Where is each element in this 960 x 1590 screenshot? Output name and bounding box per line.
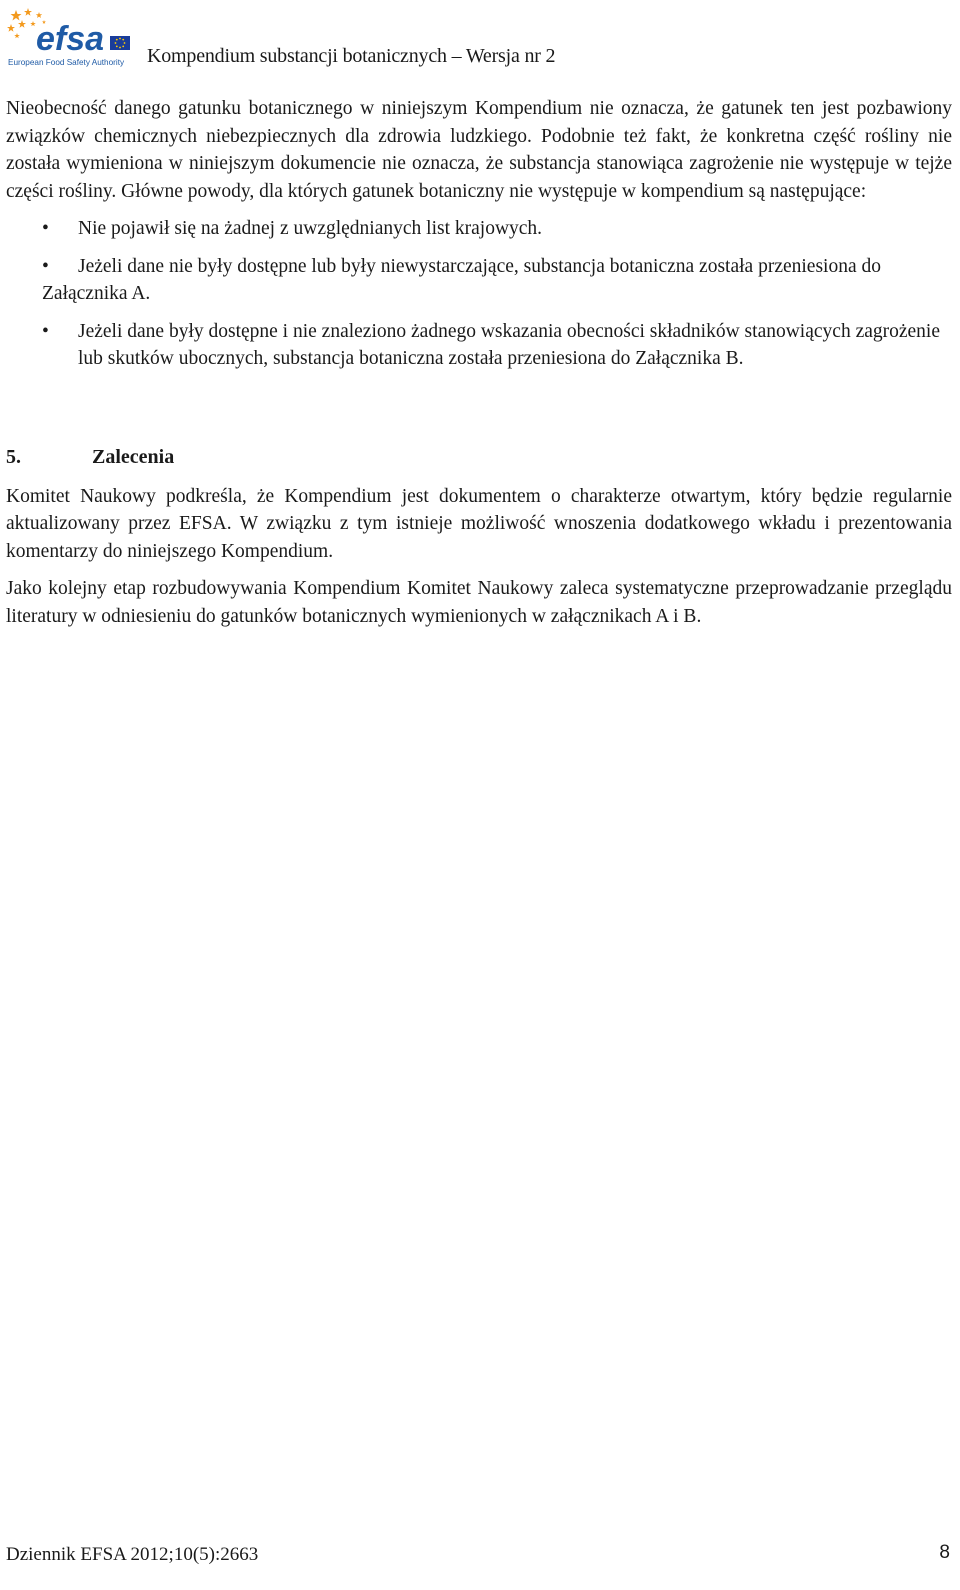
reasons-list	[6, 215, 952, 373]
efsa-logo	[6, 6, 132, 68]
footer-page-number: 8	[939, 1542, 950, 1563]
section-number: 5.	[6, 445, 21, 468]
recommendations-paragraph-1: Komitet Naukowy podkreśla, że Kompendium jest dokumentem o charakterze otwartym, który będzie regularnie aktualizowany przez EFSA. W związku z tym istnieje możliwość wnoszenia dodatkowego wkładu i prezentowania komentarzy do niniejszego Kompendium.	[6, 485, 952, 562]
recommendations-paragraph-2: Jako kolejny etap rozbudowywania Kompendium Komitet Naukowy zaleca systematyczne przeprowadzanie przeglądu literatury w odniesieniu do gatunków botanicznych wymienionych w załącznikach A i B.	[6, 578, 952, 627]
list-item-text: Jeżeli dane nie były dostępne lub były niewystarczające, substancja botaniczna została przeniesiona do Załącznika A.	[42, 255, 881, 304]
list-item	[6, 318, 952, 373]
footer-journal-citation: Dziennik EFSA 2012;10(5):2663	[6, 1544, 259, 1565]
list-item	[6, 215, 952, 243]
list-item-text: Nie pojawił się na żadnej z uwzględnianych list krajowych.	[78, 218, 543, 239]
bullet-icon: •	[42, 320, 49, 342]
bullet-icon: •	[42, 255, 49, 277]
efsa-wordmark: efsa	[36, 20, 105, 58]
list-item-text: Jeżeli dane były dostępne i nie znaleziono żadnego wskazania obecności składników stanowiących zagrożenie lub skutków ubocznych, substancja botaniczna została przeniesiona do Załącznika B.	[78, 320, 940, 369]
section-heading	[6, 443, 952, 471]
list-item	[6, 253, 952, 308]
document-header-title: Kompendium substancji botanicznych – Wersja nr 2	[147, 45, 556, 67]
bullet-icon: •	[42, 218, 49, 239]
section-title: Zalecenia	[92, 445, 175, 468]
intro-paragraph: Nieobecność danego gatunku botanicznego w niniejszym Kompendium nie oznacza, że gatunek ten jest pozbawiony związków chemicznych niebezpiecznych dla zdrowia ludzkiego. Podobnie też fakt, że konkretna część rośliny nie została wymieniona w niniejszym dokumencie nie oznacza, że substancja stanowiąca zagrożenie nie występuje w tejże części rośliny. Główne powody, dla których gatunek botaniczny nie występuje w kompendium są następujące:	[6, 98, 952, 202]
logo-subtitle: European Food Safety Authority	[8, 58, 125, 67]
efsa-logo-graphic	[6, 6, 132, 68]
document-body	[6, 95, 952, 630]
